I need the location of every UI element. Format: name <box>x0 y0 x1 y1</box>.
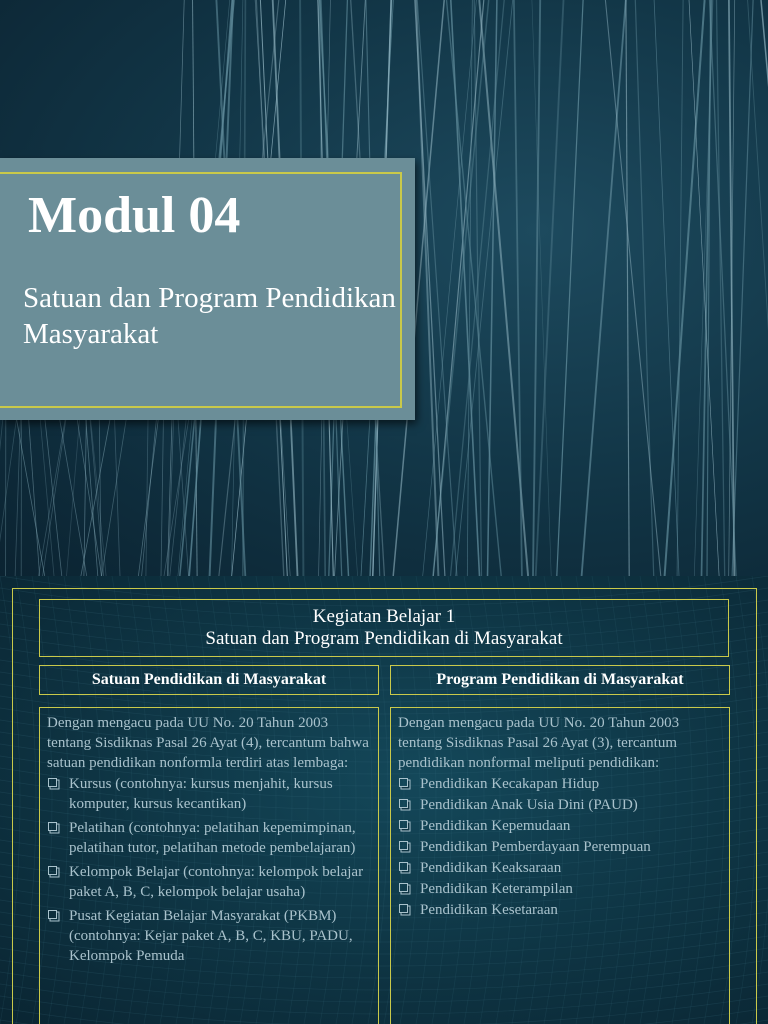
list-item <box>47 774 371 814</box>
list-item <box>398 879 722 899</box>
square-bullet-icon <box>399 883 408 892</box>
list-item-text: Pendidikan Keterampilan <box>420 881 573 897</box>
list-item-text: Pendidikan Kecakapan Hidup <box>420 776 600 792</box>
list-item <box>47 906 371 966</box>
left-item-list <box>47 774 371 966</box>
module-title: Modul 04 <box>28 187 241 244</box>
list-item-text: Pelatihan (contohnya: pelatihan kepemimpinan, pelatihan tutor, pelatihan metode pembelajaran) <box>69 820 356 856</box>
list-item <box>398 774 722 794</box>
left-intro-text: Dengan mengacu pada UU No. 20 Tahun 2003 tentang Sisdiknas Pasal 26 Ayat (4), tercantum bahwa satuan pendidikan nonformla terdiri atas lembaga: <box>47 715 369 771</box>
right-item-list <box>398 774 722 920</box>
square-bullet-icon <box>399 862 408 871</box>
right-column-body <box>390 707 730 1024</box>
list-item <box>398 900 722 920</box>
list-item-text: Kursus (contohnya: kursus menjahit, kursus komputer, kursus kecantikan) <box>69 776 333 812</box>
list-item-text: Pusat Kegiatan Belajar Masyarakat (PKBM) (contohnya: Kejar paket A, B, C, KBU, PADU, Kelompok Pemuda <box>69 908 353 964</box>
list-item <box>398 858 722 878</box>
module-subtitle: Satuan dan Program Pendidikan Masyarakat <box>23 282 396 350</box>
list-item-text: Pendidikan Keaksaraan <box>420 860 562 876</box>
left-column-body <box>39 707 379 1024</box>
square-bullet-icon <box>399 841 408 850</box>
square-bullet-icon <box>399 904 408 913</box>
square-bullet-icon <box>48 778 57 787</box>
lesson-header <box>39 599 729 657</box>
left-column-heading: Satuan Pendidikan di Masyarakat <box>39 665 379 695</box>
list-item <box>47 862 371 902</box>
content-slide <box>0 576 768 1024</box>
list-item-text: Pendidikan Kesetaraan <box>420 902 558 918</box>
square-bullet-icon <box>399 820 408 829</box>
list-item <box>398 795 722 815</box>
square-bullet-icon <box>48 910 57 919</box>
square-bullet-icon <box>48 822 57 831</box>
list-item <box>398 837 722 857</box>
right-column-heading: Program Pendidikan di Masyarakat <box>390 665 730 695</box>
list-item-text: Pendidikan Anak Usia Dini (PAUD) <box>420 797 638 813</box>
square-bullet-icon <box>399 778 408 787</box>
lesson-title: Satuan dan Program Pendidikan di Masyarakat <box>205 628 563 649</box>
square-bullet-icon <box>399 799 408 808</box>
square-bullet-icon <box>48 866 57 875</box>
list-item-text: Pendidikan Pemberdayaan Perempuan <box>420 839 651 855</box>
lesson-number: Kegiatan Belajar 1 <box>312 606 456 627</box>
list-item-text: Kelompok Belajar (contohnya: kelompok belajar paket A, B, C, kelompok belajar usaha) <box>69 864 364 900</box>
list-item-text: Pendidikan Kepemudaan <box>420 818 571 834</box>
right-intro-text: Dengan mengacu pada UU No. 20 Tahun 2003 tentang Sisdiknas Pasal 26 Ayat (3), tercantum pendidikan nonformal meliputi pendidikan: <box>398 715 680 771</box>
list-item <box>47 818 371 858</box>
list-item <box>398 816 722 836</box>
